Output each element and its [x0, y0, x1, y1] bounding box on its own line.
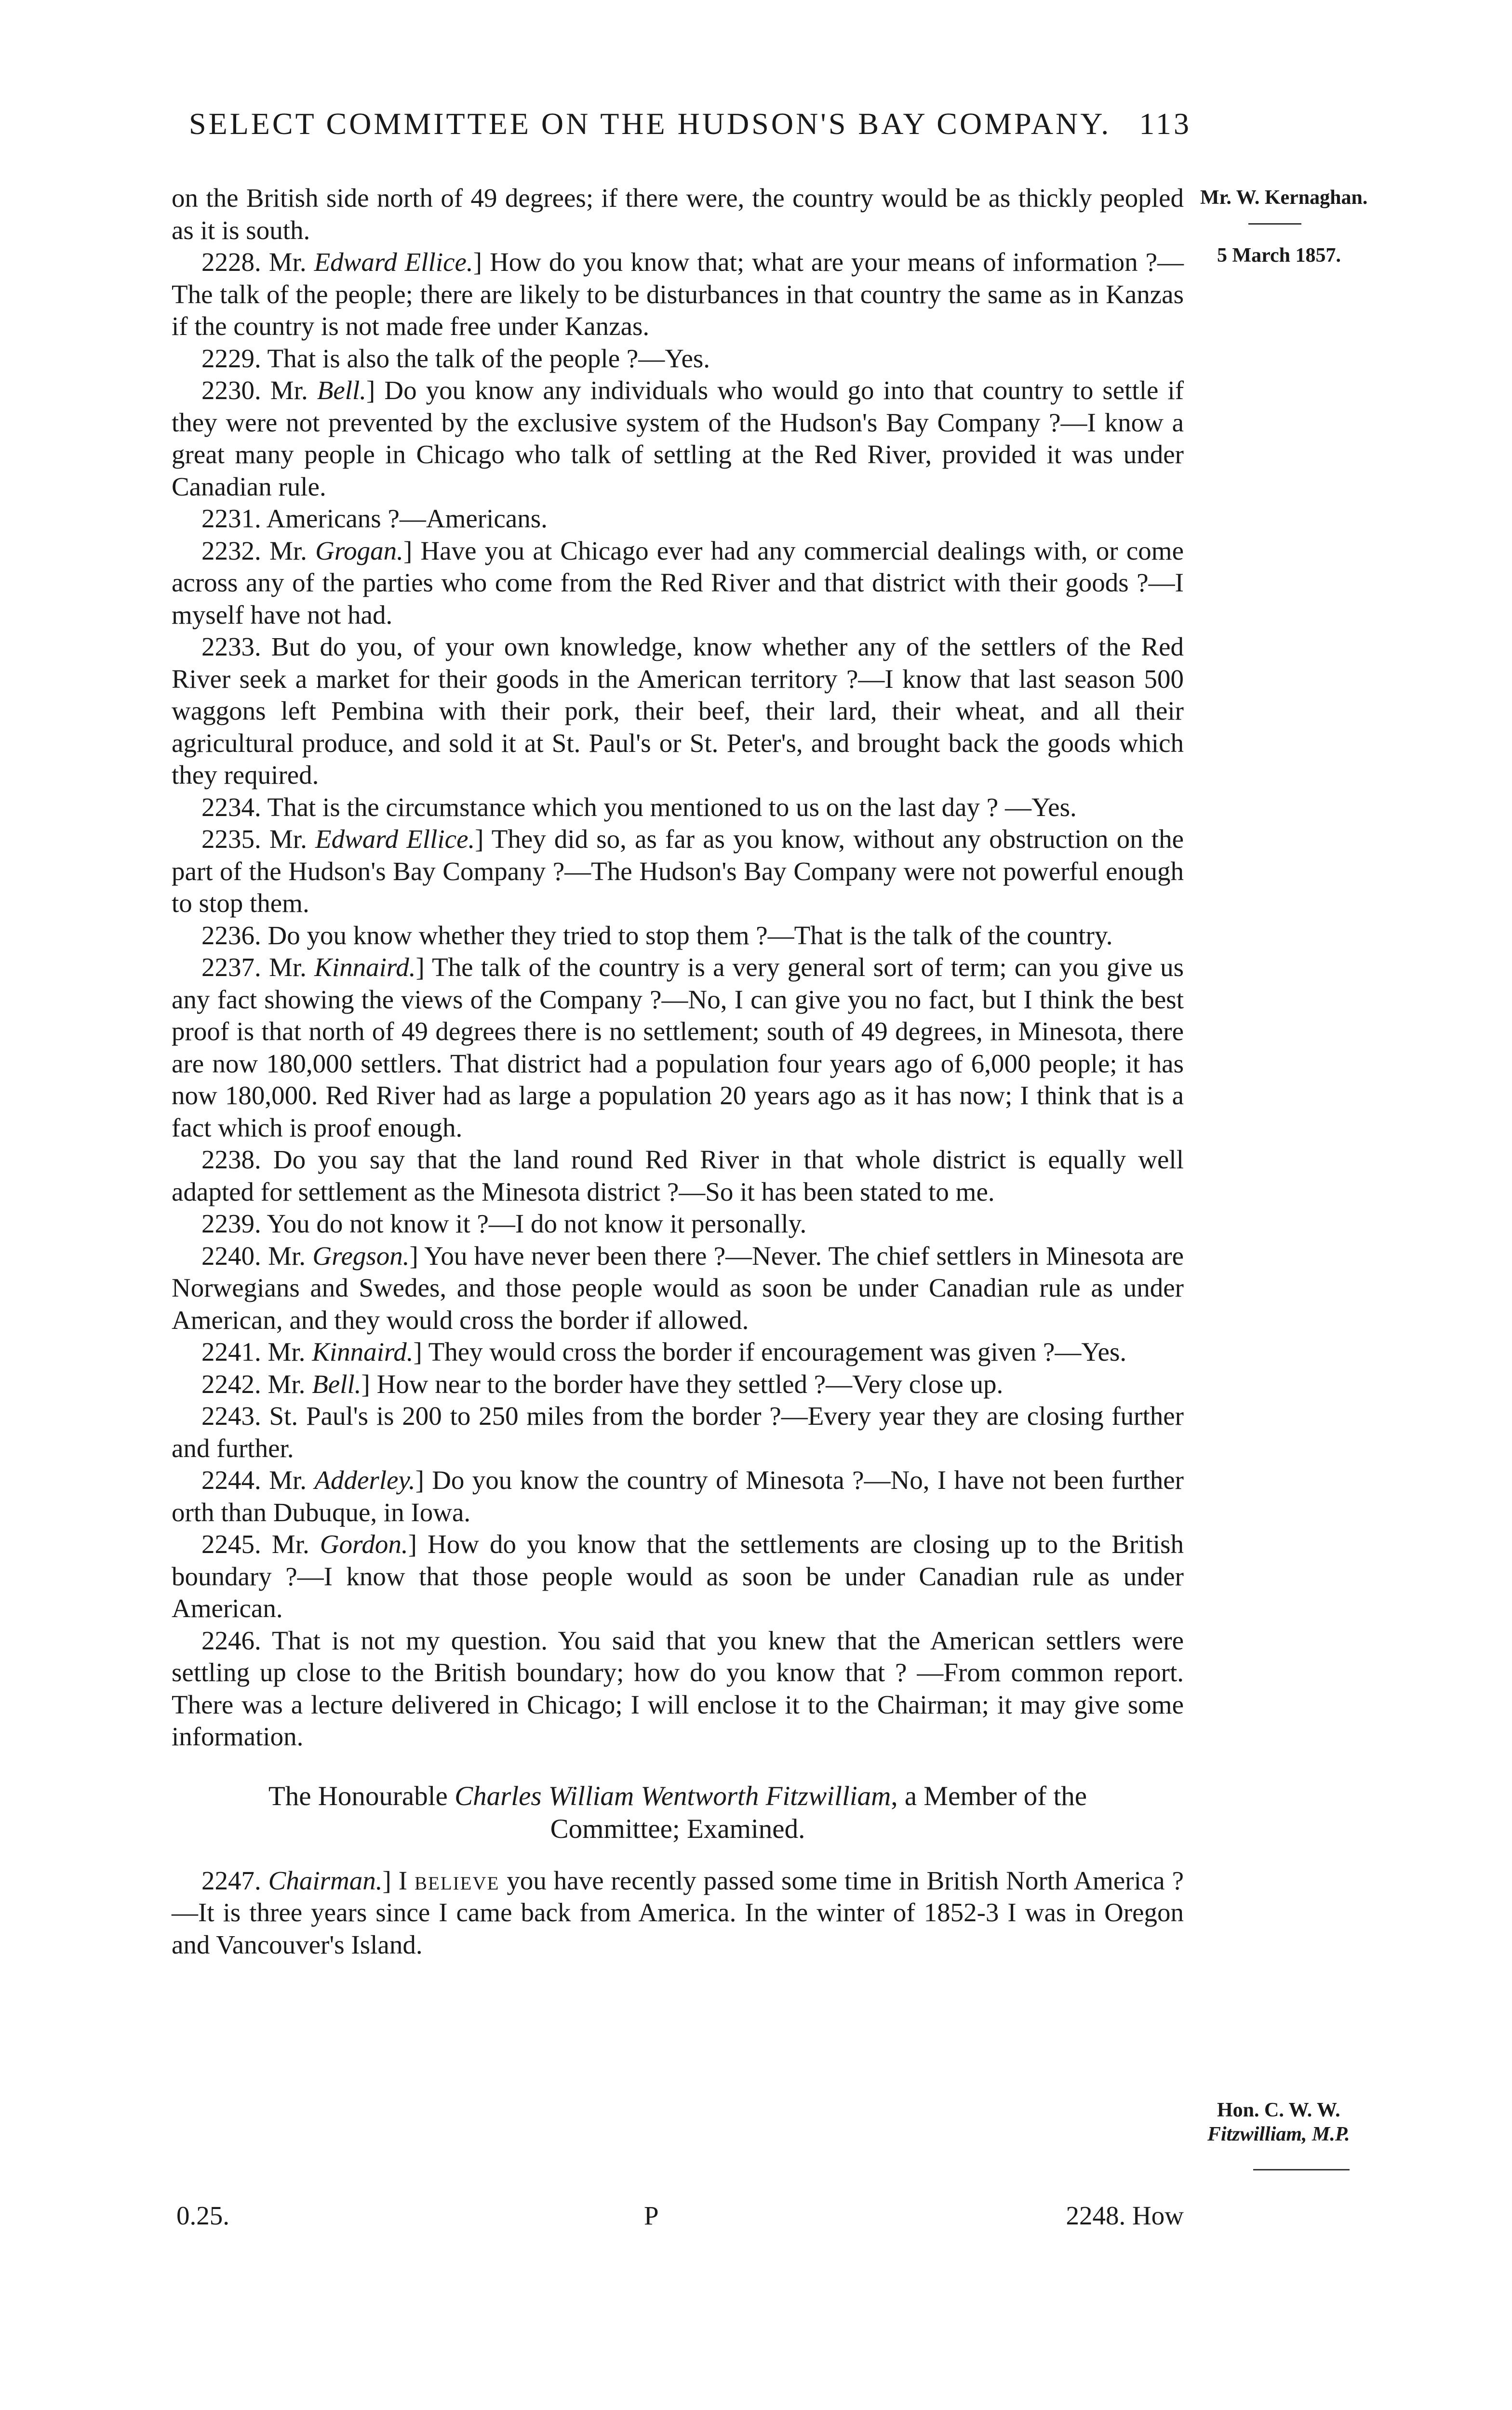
- question-2229: 2229. That is also the talk of the people ?—Yes.: [201, 343, 710, 373]
- question-2231: 2231. Americans ?—Americans.: [201, 504, 548, 533]
- margin-witness2-line1: Hon. C. W. W.: [1217, 2099, 1340, 2121]
- page-footer: [172, 2200, 1184, 2234]
- question-2241: 2241. Mr. Kinnaird.] They would cross the border if encouragement was given ?—Yes.: [201, 1337, 1127, 1366]
- question-2235: 2235. Mr. Edward Ellice.] They did so, as far as you know, without any obstruction on the part of the Hudson's Bay Company ?—The Hudson's Bay Company were not powerful enough to stop them.: [172, 824, 1184, 918]
- question-2237: 2237. Mr. Kinnaird.] The talk of the country is a very general sort of term; can you give us any fact showing the views of the Company ?—No, I can give you no fact, but I think the best proof is that north of 49 degrees there is no settlement; south of 49 degrees, in Minesota, there are now 180,000 settlers. That district had a population four years ago of 6,000 people; it has now 180,000. Red River had as large a population 20 years ago as it has now; I think that is a fact which is proof enough.: [172, 952, 1184, 1142]
- footer-signature-left: 0.25.: [176, 2201, 229, 2230]
- margin-witness-name: Mr. W. Kernaghan.: [1200, 187, 1368, 209]
- margin-date: 5 March 1857.: [1217, 244, 1341, 267]
- main-text: [172, 182, 1184, 1961]
- question-2236: 2236. Do you know whether they tried to stop them ?—That is the talk of the country.: [201, 920, 1113, 950]
- footer-catchword: 2248. How: [1066, 2201, 1184, 2230]
- question-2244: 2244. Mr. Adderley.] Do you know the country of Minesota ?—No, I have not been further orth than Dubuque, in Iowa.: [172, 1465, 1184, 1527]
- question-2233: 2233. But do you, of your own knowledge, know whether any of the settlers of the Red River seek a market for their goods in the American territory ?—I know that last season 500 waggons left Pembina with their pork, their beef, their lard, their wheat, and all their agricultural produce, and sold it at St. Paul's or St. Peter's, and brought back the goods which they required.: [172, 632, 1184, 790]
- witness-heading: The Honourable Charles William Wentworth Fitzwilliam, a Member of the Committee; Examined.: [268, 1781, 1087, 1844]
- paragraph: on the British side north of 49 degrees; if there were, the country would be as thickly peopled as it is south.: [172, 183, 1184, 245]
- question-2242: 2242. Mr. Bell.] How near to the border have they settled ?—Very close up.: [201, 1369, 1004, 1399]
- question-2245: 2245. Mr. Gordon.] How do you know that the settlements are closing up to the British boundary ?—I know that those people would as soon be under Canadian rule as under American.: [172, 1529, 1184, 1623]
- question-2243: 2243. St. Paul's is 200 to 250 miles from the border ?—Every year they are closing further and further.: [172, 1401, 1184, 1463]
- question-2230: 2230. Mr. Bell.] Do you know any individuals who would go into that country to settle if they were not prevented by the exclusive system of the Hudson's Bay Company ?—I know a great many people in Chicago who talk of settling at the Red River, provided it was under Canadian rule.: [172, 375, 1184, 501]
- question-2239: 2239. You do not know it ?—I do not know it personally.: [201, 1209, 807, 1238]
- footer-signature-mark: P: [644, 2201, 659, 2230]
- margin-witness2-line2: Fitzwilliam, M.P.: [1207, 2123, 1350, 2145]
- margin-rule: [1253, 2169, 1350, 2170]
- question-2247: 2247. Chairman.] I believe you have recently passed some time in British North America ?—It is three years since I came back from America. In the winter of 1852-3 I was in Oregon and Vancouver's Island.: [172, 1865, 1184, 1959]
- running-title: SELECT COMMITTEE ON THE HUDSON'S BAY COMPANY.: [189, 107, 1111, 141]
- question-2234: 2234. That is the circumstance which you mentioned to us on the last day ? —Yes.: [201, 792, 1077, 822]
- question-2228: 2228. Mr. Edward Ellice.] How do you know that; what are your means of information ?—The talk of the people; there are likely to be disturbances in that country the same as in Kanzas if the country is not made free under Kanzas.: [172, 247, 1184, 341]
- question-2240: 2240. Mr. Gregson.] You have never been there ?—Never. The chief settlers in Minesota are Norwegians and Swedes, and those people would as soon be under Canadian rule as under American, and they would cross the border if allowed.: [172, 1241, 1184, 1335]
- question-2246: 2246. That is not my question. You said that you knew that the American settlers were settling up close to the British boundary; how do you know that ? —From common report. There was a lecture delivered in Chicago; I will enclose it to the Chairman; it may give some information.: [172, 1625, 1184, 1751]
- question-2238: 2238. Do you say that the land round Red River in that whole district is equally well adapted for settlement as the Minesota district ?—So it has been stated to me.: [172, 1145, 1184, 1206]
- question-2232: 2232. Mr. Grogan.] Have you at Chicago ever had any commercial dealings with, or come across any of the parties who come from the Red River and that district with their goods ?—I myself have not had.: [172, 536, 1184, 629]
- page-number: 113: [1139, 107, 1191, 141]
- margin-rule: [1248, 223, 1301, 225]
- running-head: [189, 106, 1191, 142]
